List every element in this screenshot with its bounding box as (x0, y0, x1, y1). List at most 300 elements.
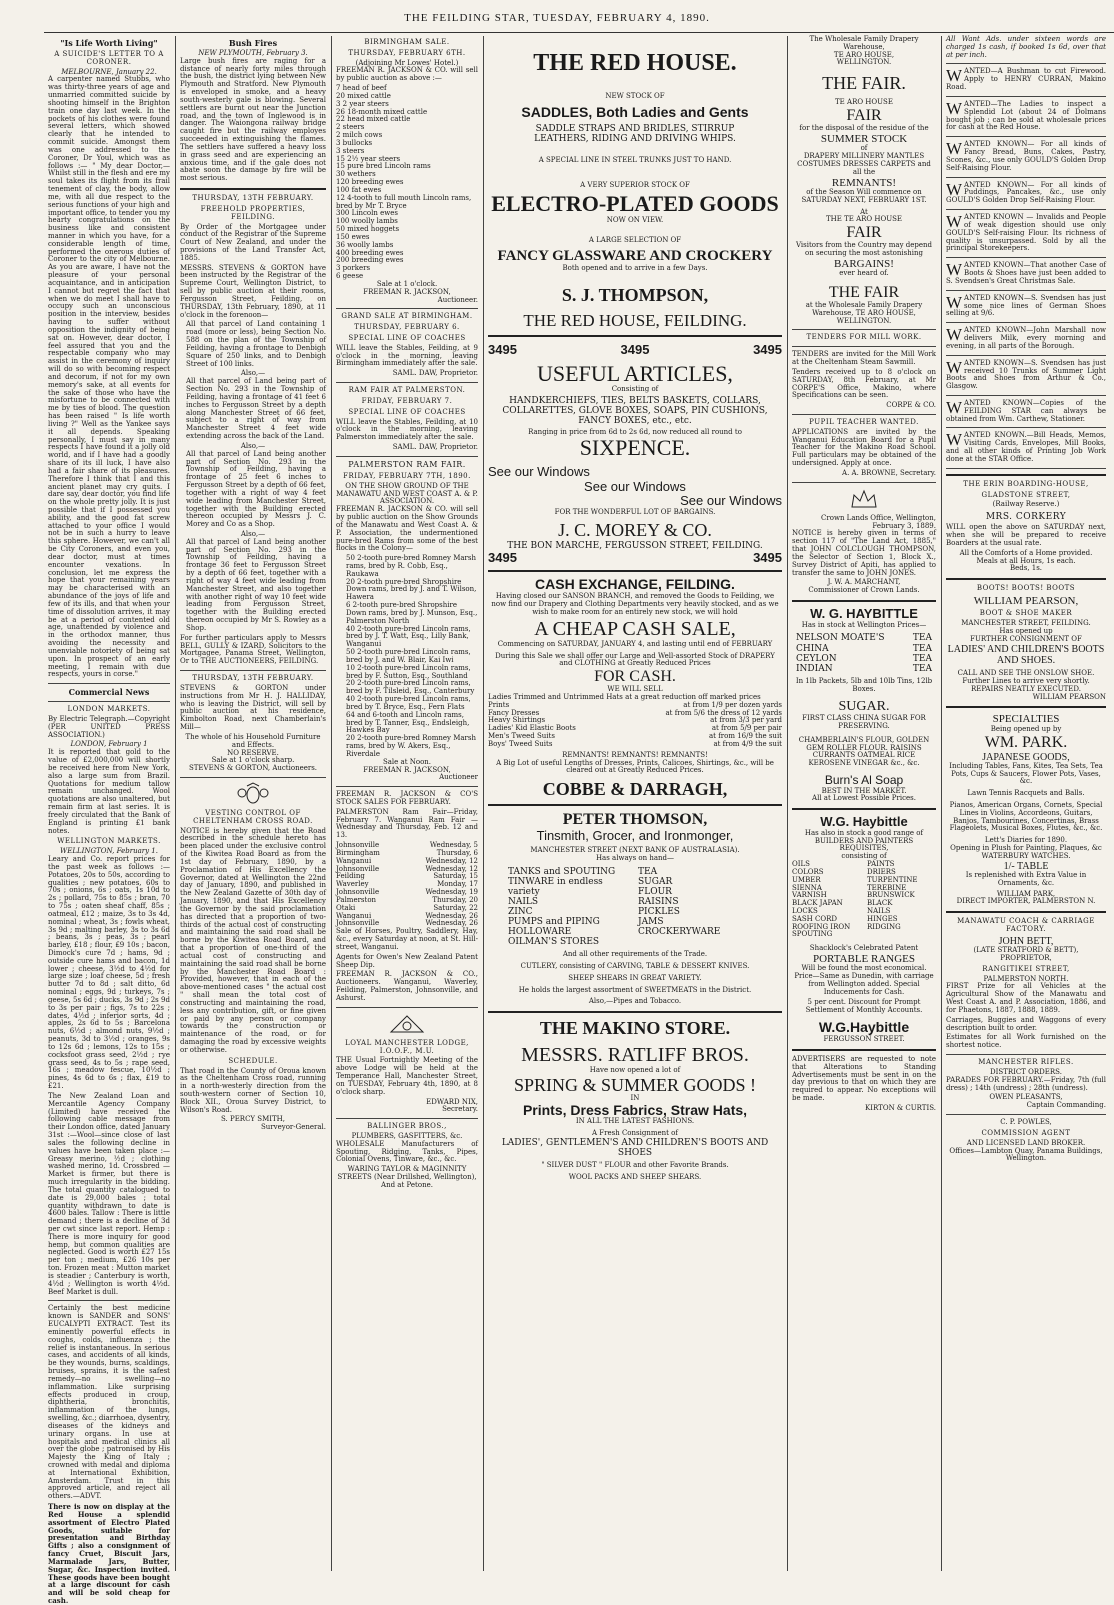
haybittle2: W.G. Haybittle (820, 814, 908, 830)
ram-item: 40 2-tooth pure-bred Lincoln rams, bred by J. T. Watt, Esq., Lilly Bank, Wanganui (346, 624, 471, 649)
whs: The Wholesale Family Drapery Warehouse, (809, 35, 919, 51)
largesel: A LARGE SELECTION OF (588, 235, 682, 244)
ballinger-sub: PLUMBERS, GASFITTERS, &c. (351, 1131, 463, 1140)
trailer-text: There is now on display at the Red House a splendid assortment of Electro Plated Goods, suitable for presentation and Birthday Gifts ; also a consignment of fancy Cruet, Biscuit Jars, Marmalade Jars, Butter, Sugar, &c. Inspection invited. These goods have been bought at a large discount for cash and will be sold cheap for cash. (48, 1502, 170, 1605)
comforts: All the Comforts of a Home provided. (959, 548, 1093, 557)
stock-item: 3 2 year steers (336, 99, 389, 108)
everheard: ever heard of. (839, 269, 889, 278)
sale2-reserve: NO RESERVE. (227, 748, 279, 757)
fixture-row-value: Wednesday, 26 (425, 911, 478, 920)
wellington-dateline: WELLINGTON, February 1. (60, 847, 158, 856)
coaches-text: WILL leave the Stables, Feilding, at 9 o'clock in the morning, leaving Birmingham immediately after the sale. (336, 343, 478, 368)
want-ad-text: ANTED KNOWN—John Marshall now delivers Milk, every morning and evening, in all parts of the Borough. (946, 326, 1106, 350)
want-ad (946, 98, 1106, 132)
forcash: FOR CASH. (594, 668, 676, 686)
waterbury: WATERBURY WATCHES. (981, 851, 1071, 860)
schedule-sign: S. PERCY SMITH, (220, 1115, 285, 1124)
divider (336, 456, 478, 457)
want-ad (946, 327, 1106, 350)
paint-item: SASH CORD (792, 914, 837, 923)
disposal: for the disposal of the residue of the (799, 124, 929, 133)
during: During this Sale we shall offer our Large and Well-assorted Stock of DRAPERY and CLOTHING at Greatly Reduced Prices (495, 651, 775, 668)
repairs: REPAIRS NEATLY EXECUTED. (970, 684, 1081, 693)
ad-number: 3495 (753, 342, 782, 358)
want-ad-text: ANTED KNOWN— For all kinds of Puddings, Pancakes, &c., use only GOULD'S Golden Drop Self-Raising Flour. (946, 180, 1106, 205)
pipes: Also,—Pipes and Tobacco. (588, 997, 682, 1006)
freehold-title: FREEHOLD PROPERTIES, FEILDING. (200, 204, 306, 221)
divider (488, 1011, 782, 1013)
tenders-title: TENDERS FOR MILL WORK. (806, 333, 922, 342)
cashex: CASH EXCHANGE, FEILDING. (535, 576, 735, 593)
nzloan-text: The New Zealand Loan and Mercantile Agency Company (Limited) have received the following cable message from their London office, dated January 31st :—Wool—since close of last sales the following decline in values have been taken place :—Greasy merino, ½d ; clothing washed merino, 1d. Crossbred — Market is firmer, but there is much irregularity in the bidding. The total quantity catalogued to date is 29,000 bales ; total quantity withdrawn to date is 4600 bales. Tallow : There is little demand ; there is a decline of 3d per cwt since last report. Hemp : There is more inquiry for good hemp, but common qualities are neglected. Good is worth £27 15s per ton ; medium, £26 10s per ton. Frozen meat : Mutton market is steadier ; Canterbury is worth, 4½d ; Wellington is worth 4½d. Beef Market is dull. (48, 1091, 170, 1296)
paint-item: PAINTS (867, 860, 895, 869)
goods-item: ZINC (508, 906, 533, 917)
fixture-row-label: Waverley (336, 880, 369, 889)
ad-number: 3495 (753, 549, 782, 565)
parades: PARADES FOR FEBRUARY.—Friday, 7th (full dress) ; 14th (undress) ; 28th (undress). (946, 1075, 1106, 1092)
licensed: AND LICENSED LAND BROKER. (966, 1138, 1086, 1147)
at: At (860, 207, 868, 216)
goods-item: NAILS (508, 896, 539, 907)
remnants: REMNANTS! REMNANTS! REMNANTS! (562, 750, 708, 759)
fixtures-title: FREEMAN R. JACKSON & CO'S STOCK SALES FOR FEBRUARY. (336, 790, 478, 806)
sale2-text: STEVENS & GORTON under instructions from Mr H. J. HALLIDAY, who is leaving the District, will sell by public auction at his residence, Kimbolton Road, next Chamberlain's Mill— (180, 683, 326, 732)
price-row-label: Men's Tweed Suits (488, 732, 555, 741)
paint-item: BLACK JAPAN (792, 899, 843, 908)
tea-row-value: TEA (912, 643, 932, 654)
captain: Captain Commanding. (1026, 1101, 1106, 1110)
ram-item: 6 2-tooth pure-bred Shropshire Down rams, bred by J. Munson, Esq., Palmerston North (346, 601, 478, 625)
sweetmeats: He holds the largest assortment of SWEETMEATS in the District. (518, 985, 752, 994)
crown-office: Crown Lands Office, Wellington, February 3, 1889. (821, 513, 936, 530)
want-ad (946, 262, 1106, 285)
goods-item: TEA (638, 866, 658, 877)
commission: COMMISSION AGENT (981, 1128, 1071, 1137)
fires-title: Bush Fires (228, 38, 278, 48)
hasinstock: Has in stock at Wellington Prices— (801, 620, 927, 629)
ram-item: 20 2-tooth pure-bred Shropshire Down rams, bred by J. and T. Wilson, Hawera (346, 577, 477, 602)
stock-item: 100 woolly lambs (336, 217, 398, 226)
ladiesboots: LADIES' AND CHILDREN'S BOOTS AND SHOES. (947, 643, 1105, 666)
goods-item: FLOUR (638, 886, 672, 897)
atfair: THE TE ARO HOUSE (825, 215, 903, 224)
fixture-row-label: Wanganui (336, 911, 372, 920)
vesting-title: VESTING CONTROL OF CHELTENHAM CROSS ROAD. (193, 809, 313, 825)
stock-item: 30 wethers (336, 170, 376, 179)
ballinger-addr: WARING TAYLOR & MAGINNITY STREETS (Near Drillshed, Wellington), And at Petone. (337, 1165, 477, 1189)
remnants: REMNANTS! (831, 176, 897, 189)
bargains: BARGAINS! (834, 257, 894, 270)
silverdust: " SILVER DUST " FLOUR and other Favorite Brands. (541, 1161, 729, 1170)
sale2-items: The whole of his Household Furniture and Effects. (185, 732, 321, 749)
corkery-text: WILL open the above on SATURDAY next, when she will be prepared to receive Boarders at the usual rate. (946, 523, 1106, 547)
divider (946, 136, 1106, 137)
paint-item: BRUNSWICK BLACK (867, 891, 915, 908)
lot-3: All that parcel of Land being another part of Section No. 293 in the Township of Feilding, having a frontage of 25 feet 6 inches to Fergusson Street by a depth of 66 feet, together with a right of way 4 feet wide leading from Manchester Street, together with the Building erected thereon occupied by Messrs J. C. Morey and Co as a Shop. (186, 449, 326, 529)
bett-sub: (LATE STRATFORD & BETT), (973, 946, 1079, 955)
coach-title: MANAWATU COACH & CARRIAGE FACTORY. (957, 917, 1095, 934)
fresh: A Fresh Consignment of (592, 1129, 678, 1138)
tea-row-value: TEA (912, 663, 932, 674)
want-ad (946, 214, 1106, 253)
windows-2: See our Windows (584, 478, 686, 494)
divider (792, 414, 936, 415)
pram-time: Sale at Noon. (382, 757, 432, 766)
in: IN (630, 1093, 640, 1102)
fixture-row-label: Johnsonville (336, 919, 380, 928)
want-ad-text: ANTED KNOWN—Copies of the FEILDING STAR can always be obtained from Wm. Carthew, Stationer. (946, 398, 1106, 423)
fixtures-list (336, 842, 478, 928)
ranges: PORTABLE RANGES (812, 953, 916, 966)
stock-item: 12 4-tooth to full mouth Lincoln rams, bred by Mr T. Bryce (336, 193, 472, 210)
schedule-title: SCHEDULE. (228, 1056, 278, 1065)
tea-row (796, 664, 932, 674)
rifles-sub: DISTRICT ORDERS. (990, 1067, 1062, 1076)
sale2-date: THURSDAY, 13TH FEBRUARY. (192, 674, 314, 683)
coaches-title: SPECIAL LINE OF COACHES (348, 333, 466, 342)
agents: Agents for Owen's New Zealand Patent Sheep Dip. (336, 952, 478, 969)
stock-item: 2 steers (336, 123, 365, 132)
want-ad (946, 397, 1106, 423)
haybittle3: W.G.Haybittle (818, 1019, 910, 1036)
manchester: MANCHESTER STREET (NEXT BANK OF AUSTRALASIA). (530, 845, 740, 854)
price-row-value: at from 4/9 the suit (713, 739, 782, 748)
consistingof: consisting of (841, 852, 887, 861)
want-ad (946, 68, 1106, 91)
lines: Further Lines to arrive very shortly. (962, 676, 1090, 685)
sixpence: SIXPENCE. (579, 435, 691, 461)
sugar-sub: FIRST CLASS CHINA SUGAR FOR PRESERVING. (802, 714, 926, 730)
stock-item: 26 18-month mixed cattle (336, 107, 428, 116)
fixture-row-label: Wanganui (336, 856, 372, 865)
of: of (860, 144, 868, 153)
drapery: DRAPERY MILLINERY MANTLES COSTUMES DRESSES CARPETS and all the (797, 152, 931, 176)
want-ad (946, 179, 1106, 205)
also: Also,— (240, 369, 266, 378)
divider (946, 355, 1106, 356)
birm-title: BIRMINGHAM SALE. (364, 38, 450, 46)
freehold-notice: MESSRS. STEVENS & GORTON have been instructed by the Registrar of the Supreme Court, Wellington District, to sell by public auction at their rooms, Fergusson Street, Feilding, on THURSDAY, 13th February, 1890, at 11 o'clock in the forenoon— (180, 263, 326, 319)
ad-number: 3495 (488, 549, 517, 565)
divider (792, 346, 936, 347)
coat-of-arms-icon (233, 782, 273, 806)
palmerston: PALMERSTON NORTH. (983, 974, 1069, 983)
morey: J. C. MOREY & CO. (558, 520, 712, 541)
erin-rail: (Railway Reserve.) (992, 500, 1060, 509)
corkery: MRS. CORKERY (985, 512, 1067, 523)
visitors: Visitors from the Country may depend on securing the most astonishing (795, 241, 933, 258)
pianos: Pianos, American Organs, Cornets, Special Lines in Violins, Accordeons, Guitars, Banjos, Tambourines, Concertinas, Brass Flageolets, Musical Boxes, Flutes, &c., &c. (949, 801, 1103, 833)
thefair2: THE FAIR (828, 283, 900, 301)
tea-row (796, 633, 932, 643)
want-ad-dropcap: W (946, 139, 963, 159)
tenders-text2: Tenders received up to 8 o'clock on SATURDAY, 8th February, at Mr CORPE'S Office, Makino, where Specifications can be seen. (792, 367, 936, 400)
paint-item: UMBER (792, 875, 821, 884)
want-ad-dropcap: W (946, 292, 963, 312)
goods-item: TANKS and SPOUTING (508, 866, 616, 877)
column-3 (332, 36, 482, 1571)
soap-sub: BEST IN THE MARKET. (821, 786, 907, 795)
price-row-label: Fancy Dresses (488, 708, 540, 717)
schedule-sign-title: Surveyor-General. (261, 1123, 326, 1132)
london-credit: By Electric Telegraph.—Copyright (PER UNITED PRESS ASSOCIATION.) (48, 714, 170, 739)
number-row (488, 551, 782, 566)
bonmarche: THE BON MARCHE, FERGUSSON STREET, FEILDING. (507, 540, 763, 551)
windows-1: See our Windows (488, 463, 590, 479)
divider (48, 683, 170, 684)
fixture-row-label: Johnsonville (336, 888, 380, 897)
paint-item: HINGES (867, 914, 898, 923)
stock-item: 3 bullocks (336, 138, 373, 147)
agents-sign: FREEMAN R. JACKSON & CO., Auctioneers. Wanganui, Waverley, Feilding, Palmerston, Johnsonville, and Ashurst. (336, 970, 478, 1002)
paint-item: OILS (792, 860, 810, 869)
paint-item: VARNISH (792, 891, 827, 900)
commencing: Commencing on SATURDAY, JANUARY 4, and lasting until end of FEBRUARY (497, 639, 773, 648)
thompson: S. J. THOMPSON, (561, 285, 709, 306)
season: of the Season Will commence on SATURDAY NEXT, FEBRUARY 1ST. (801, 187, 927, 204)
ranges-text: Will be found the most economical. Price—Same as Dunedin, with carriage from Wellington added. Special Inducements for Cash. (794, 964, 934, 996)
call: CALL AND SEE THE ONSLOW SHOE. (957, 669, 1095, 678)
column-6 (942, 36, 1110, 1571)
price-row-label: Ladies' Kid Elastic Boots (488, 724, 576, 733)
fixture-row-value: Thursday, 20 (432, 895, 478, 904)
offices: Offices—Lambton Quay, Panama Buildings, Wellington. (949, 1146, 1103, 1163)
tea-row-label: CHINA (796, 643, 829, 654)
ratliff: MESSRS. RATLIFF BROS. (521, 1044, 749, 1067)
fixture-row-label: Palmerston (336, 895, 377, 904)
cobbe: COBBE & DARRAGH, (542, 779, 728, 800)
price-row-value: at from 3/3 per yard (710, 716, 782, 725)
schedule-text: That road in the County of Oroua known as the Cheltenham Cross road, running in a north-westerly direction from the south-western corner of Section 10, Block XII., Oroua Survey District, to Wilson's Road. (180, 1066, 326, 1114)
divider (946, 395, 1106, 396)
cashex-text: Having closed our SANSON BRANCH, and removed the Goods to Feilding, we now find our Drapery and Clothing Departments very heavily stocked, and as we wish to make room for an entirely new stock, we will hold (491, 591, 779, 616)
divider (336, 308, 478, 309)
particulars: For further particulars apply to Messrs BELL, GULLY & IZARD, Solicitors to the Mortgagee, Panama Street, Wellington, Or to THE AUCTIONEERS, FEILDING. (180, 633, 326, 666)
want-ad-text: ANTED KNOWN— For all kinds of Fancy Bread, Buns, Cakes, Pastry, Scones, &c., use only GOULD'S Golden Drop Self-Raising Flour. (946, 140, 1106, 172)
fixture-row-label: Johnsonville (336, 864, 380, 873)
price-row-value: at from 5/6 the dress of 12 yards (665, 708, 782, 717)
birm-sub: (Adjoining Mr Lowes' Hotel.) (355, 58, 459, 67)
divider (336, 382, 478, 383)
thefair: THE FAIR. (822, 73, 906, 94)
lodge-text: THE Usual Fortnightly Meeting of the above Lodge will be held at the Temperance Hall, Manchester Street, on TUESDAY, February 4th, 1890, at 8 o'clock sharp. (336, 1056, 478, 1096)
divider (792, 329, 936, 330)
pram-place: ON THE SHOW GROUND OF THE MANAWATU AND WEST COAST A. & P. ASSOCIATION. (336, 481, 478, 506)
haveopened: Have now opened a lot of (589, 1065, 681, 1074)
divider (946, 1054, 1106, 1055)
story-title: "Is Life Worth Living" (60, 38, 158, 48)
pram-title: PALMERSTON RAM FAIR. (348, 459, 466, 469)
divider (180, 188, 326, 190)
pram-sign: FREEMAN R. JACKSON, (363, 765, 451, 774)
table: 1/- TABLE (1003, 860, 1049, 872)
coaches2-text: WILL leave the Stables, Feilding, at 10 o'clock in the morning, leaving Palmerston immediately after the sale. (336, 417, 478, 442)
fixture-row-value: Wednesday, 26 (425, 919, 478, 928)
fashions: IN ALL THE LATEST FASHIONS. (575, 1117, 695, 1126)
makino: THE MAKINO STORE. (539, 1018, 731, 1039)
fixture-row-value: Thursday, 6 (436, 848, 478, 857)
paint-item: COLORS (792, 867, 824, 876)
fixture-row-value: Monday, 17 (437, 880, 478, 889)
price-row-label: Prints (488, 700, 510, 709)
tenders-text: TENDERS are invited for the Mill Work at the Cheltenham Steam Sawmill. (792, 350, 936, 367)
divider (946, 209, 1106, 210)
lot-1: All that parcel of Land containing 1 road (more or less), being Section No. 588 on the plan of the Township of Feilding, having a frontage to Denbigh Square of 250 links, and to Denbigh Street of 100 links. (186, 320, 326, 368)
proprietor: PROPRIETOR, (1000, 953, 1052, 962)
divider (946, 257, 1106, 258)
goods-right (638, 867, 762, 948)
divider (792, 600, 936, 602)
paint-item: TEREBINE (867, 883, 907, 892)
want-ad-dropcap: W (946, 66, 963, 86)
divider (946, 474, 1106, 476)
ranging: Ranging in price from 6d to 2s 6d, now reduced all round to (528, 427, 742, 436)
divider (946, 1114, 1106, 1115)
hasopened: Has opened up (999, 627, 1053, 636)
powles: C. P. POWLES, (1000, 1118, 1052, 1127)
crown-sign: J. W. A. MARCHANT, (827, 578, 901, 587)
fixture-row-label: Feilding (336, 872, 365, 881)
crown-icon (844, 487, 884, 511)
japanese-text: Including Tables, Fans, Kites, Tea Sets, Tea Pots, Cups & Saucers, Flower Pots, Vases, &c. (949, 761, 1103, 786)
pram-text: FREEMAN R. JACKSON & CO. will sell by public auction on the Show Grounds of the Manawatu and West Coast A. & P. Association, the undermentioned pure-bred Rams from some of the best flocks in the Colony— (336, 505, 478, 553)
paint-item: SIENNA (792, 883, 822, 892)
allother: And all other requirements of the Trade. (562, 950, 708, 959)
paints-right (867, 861, 936, 939)
stock-item: 7 head of beef (336, 84, 387, 93)
fires-text: Large bush fires are raging for a distance of nearly forty miles through the bush, the district lying between New Plymouth and Stratford. New Plymouth is enveloped in smoke, and a heavy south-westerly gale is blowing. Several settlers are burnt out near the Junction road, and the town of Inglewood is in danger. The Waiongona railway bridge caught fire but the railway employes succeeded in extinguishing the flames. The settlers have suffered a heavy loss in grass seed and are experiencing an anxious time, and if the gale does not abate soon the damage by fire will be most serious. (180, 56, 326, 183)
diaries: Lett's Diaries for 1890. (984, 836, 1068, 845)
goods-item: PUMPS and PIPING (508, 916, 600, 927)
erin-addr: GLADSTONE STREET, (981, 490, 1071, 499)
want-ad-dropcap: W (946, 260, 963, 280)
price-row-label: Boys' Tweed Suits (488, 739, 553, 748)
fixture-row-value: Wednesday, 12 (425, 856, 478, 865)
goods-item: RAISINS (638, 896, 679, 907)
story-subtitle: A SUICIDE'S LETTER TO A CORONER. (54, 49, 164, 66)
advertisers: ADVERTISERS are requested to note that Alterations to Standing Advertisements must be sent in on the day previous to that on which they are required to appear. No exceptions will be made. (792, 1054, 936, 1103)
rangitikei: RANGITIKEI STREET, (982, 964, 1070, 973)
want-ad (946, 357, 1106, 391)
fancy: FANCY GLASSWARE AND CROCKERY (497, 248, 773, 265)
also: Also,— (240, 529, 266, 538)
shears: SHEEP SHEARS IN GREAT VARIETY. (568, 973, 702, 982)
price-list (488, 702, 782, 749)
want-ad-dropcap: W (946, 357, 963, 377)
want-ad (946, 432, 1106, 463)
stock-item: 22 head mixed cattle (336, 115, 411, 124)
divider (336, 1118, 478, 1119)
ram-item: 50 2-tooth pure-bred Lincoln rams, bred by J. and W. Blair, Kai Iwi (346, 648, 471, 664)
woolpacks: WOOL PACKS AND SHEEP SHEARS. (568, 1172, 702, 1181)
tearo2: TE ARO HOUSE (835, 98, 893, 107)
ram-item: 40 2-tooth pure-bred Lincoln rams, bred by T. Bryce, Esq., Fern Flats (346, 695, 471, 711)
divider (336, 786, 478, 787)
rifles-title: MANCHESTER RIFLES. (978, 1058, 1074, 1067)
pupil-title: PUPIL TEACHER WANTED. (809, 418, 919, 426)
shacklock: Shacklock's Celebrated Patent (809, 944, 919, 953)
straps: SADDLE STRAPS AND BRIDLES, STIRRUP LEATHERS, RIDING AND DRIVING WHIPS. (534, 124, 736, 145)
want-note: All Want Ads. under sixteen words are charged 1s cash, if booked 1s 6d, over that at per inch. (946, 35, 1106, 59)
discount: 5 per cent. Discount for Prompt Settlement of Monthly Accounts. (805, 997, 923, 1014)
flour: CHAMBERLAIN'S FLOUR, GOLDEN GEM ROLLER FLOUR. RAISINS CURRANTS OATMEAL RICE KEROSENE VINEGAR &c., &c. (798, 735, 930, 768)
paint-item: NAILS (867, 906, 891, 915)
pupil-sign: A. A. BROWNE, Secretary. (842, 468, 936, 477)
fixture-row-value: Wednesday, 12 (425, 864, 478, 873)
further: FURTHER CONSIGNMENT OF (970, 634, 1082, 643)
pearson: WILLIAM PEARSON, (973, 595, 1079, 608)
tinsmith: Tinsmith, Grocer, and Ironmonger, (536, 828, 734, 844)
divider (792, 482, 936, 483)
japanese: JAPANESE GOODS, (982, 751, 1070, 763)
divider (946, 63, 1106, 64)
vesting-text: NOTICE is hereby given that the Road described in the schedule hereto has been placed under the exclusive control of the Kiwitea Road Board as from the 1st day of February, 1890, by a Proclamation of His Excellency the Governor, dated at Wellington the 22nd day of January, 1890, and published in the New Zealand Gazette of 30th day of January, 1890, and that His Excellency the Governor by the said proclamation has directed that a proportion of two-thirds of the actual cost of constructing and maintaining the said road shall be borne by the Kiwitea Road Board, and that a proportion of one-third of the actual cost of constructing and maintaining the said road shall be borne by the Manchester Road Board : Provided, however, that in each of the above-mentioned cases " the actual cost " shall mean the total cost of constructing and maintaining the road, less any contribution, gift, or fine given or paid by any person or company towards the construction or maintenance of the road, or for damaging the road by excessive weights or otherwise. (180, 826, 326, 1054)
red-house-title: THE RED HOUSE. (533, 50, 737, 76)
tearo: TE ARO HOUSE, (833, 50, 895, 59)
goods-item: CROCKERYWARE (638, 927, 721, 937)
price-row (488, 741, 782, 749)
fergusson: FERGUSSON STREET. (823, 1035, 905, 1044)
erin-title: THE ERIN BOARDING-HOUSE, (963, 479, 1089, 488)
divider (48, 701, 170, 702)
divider (946, 578, 1106, 580)
divider (946, 322, 1106, 323)
ram-item: 10 2-tooth pure-bred Lincoln rams, bred by F. Sutton, Esq., Southland (346, 663, 471, 680)
electro: ELECTRO-PLATED GOODS (491, 191, 779, 217)
meals: Meals at all Hours, 1s each. (976, 556, 1076, 565)
coaches2-title: SPECIAL LINE OF COACHES (348, 407, 466, 416)
fixture-row-value: Wednesday, 19 (425, 888, 478, 897)
column-2 (176, 36, 330, 1571)
pleasants: OWEN PLEASANTS, (989, 1093, 1063, 1102)
fixture-row-label: Birmingham (336, 848, 380, 857)
wellington-text: Leary and Co. report prices for the past week as follows :—Potatoes, 20s to 50s, according to qualities ; new potatoes, 60s to 70s ; onions, 6s ; oats, 1s 10d to 2s ; pollard, 75s to 85s ; bran, 70 to 75s ; oaten sheaf chaff, 85s ; oatmeal, £12 ; maize, 3s to 3s 4d, nominal ; wheat, 3s ; fowls wheat, 3s 9d ; malting barley, 3s to 3s 6d ; beans, 3s ; peas, 3s ; pearl barley, £18 ; flour, £9 10s ; bacon, Dimock's cure 7d ; hams, 9d ; outside cure hams and bacon, 1d lower ; cheese, 3½d to 4½d for large size ; loaf cheese, 5d ; fresh butter 7d to 8d ; salt ditto, 6d nominal ; eggs, 9d ; turkeys, 7s ; geese, 5s 6d ; ducks, 3s 9d ; 2s 9d to 3s per pair ; figs, 7s to 22s ; dates, 4½d ; inferior sorts, 4d ; apples, 2s 6d to 5s ; Barcelona nuts, 6½d ; almond nuts, 9½d ; peanuts, 3d to 3½d ; oranges, 9s to 12s 6d ; lemons, 12s to 15s ; cocksfoot grass seed, 2½d ; rye grass seed, 4s to 5s ; rape seed, 16s ; meadow fescue, 10½d ; pines, 4s 6d to 6s ; flax, £19 to £21. (48, 855, 170, 1091)
want-ad-dropcap: W (946, 98, 963, 118)
special: SPECIALTIES (992, 713, 1060, 726)
goods-item: SUGAR (638, 876, 673, 887)
goods-left (508, 867, 632, 948)
fires-dateline: NEW PLYMOUTH, February 3. (198, 48, 308, 57)
coaches-sign: SAML. DAW, Proprietor. (392, 369, 478, 378)
grand-title: GRAND SALE AT BIRMINGHAM. (341, 312, 473, 321)
sale2-time: Sale at 1 o'clock sharp. (211, 756, 295, 765)
bothopened: Both opened and to arrive in a few Days. (562, 264, 708, 273)
column-4 (484, 36, 786, 1571)
paints-left (792, 861, 861, 939)
tea-row (796, 654, 932, 664)
freehold-intro: By Order of the Mortgagee under conduct of the Registrar of the Supreme Court of New Zealand, and under the provisions of the Land Transfer Act, 1885. (180, 222, 326, 262)
lodge-sign-title: Secretary. (442, 1105, 478, 1114)
goods-item: HOLLOWARE (508, 927, 572, 937)
hasalways: Has always on hand— (595, 853, 675, 862)
paint-item: DRIERS (867, 867, 896, 876)
goods-grid (508, 867, 762, 948)
divider (48, 1300, 170, 1301)
want-ad (946, 292, 1106, 318)
tenders-sign: CORPE & CO. (886, 401, 936, 410)
fixture-row-label: Johnsonville (336, 841, 380, 850)
want-ad-text: ANTED KNOWN—That another Case of Boots & Shoes have just been added to S. Svendsen's Great Christmas Sale. (946, 261, 1106, 285)
thomson: PETER THOMSON, (562, 811, 708, 829)
ram-item: 50 2-tooth pure-bred Romney Marsh rams, bred by R. Cobb, Esq., Raukawa (346, 554, 476, 578)
divider (946, 468, 1106, 469)
london-dateline: LONDON, February 1 (70, 740, 148, 749)
stock-item: 20 mixed cattle (336, 91, 391, 100)
consisting: Consisting of (611, 385, 659, 394)
stock-item: 6 geese (336, 272, 364, 281)
paint-item: ROOFING IRON (792, 922, 851, 931)
builders: BUILDERS AND PAINTERS REQUISITES, (814, 836, 914, 853)
